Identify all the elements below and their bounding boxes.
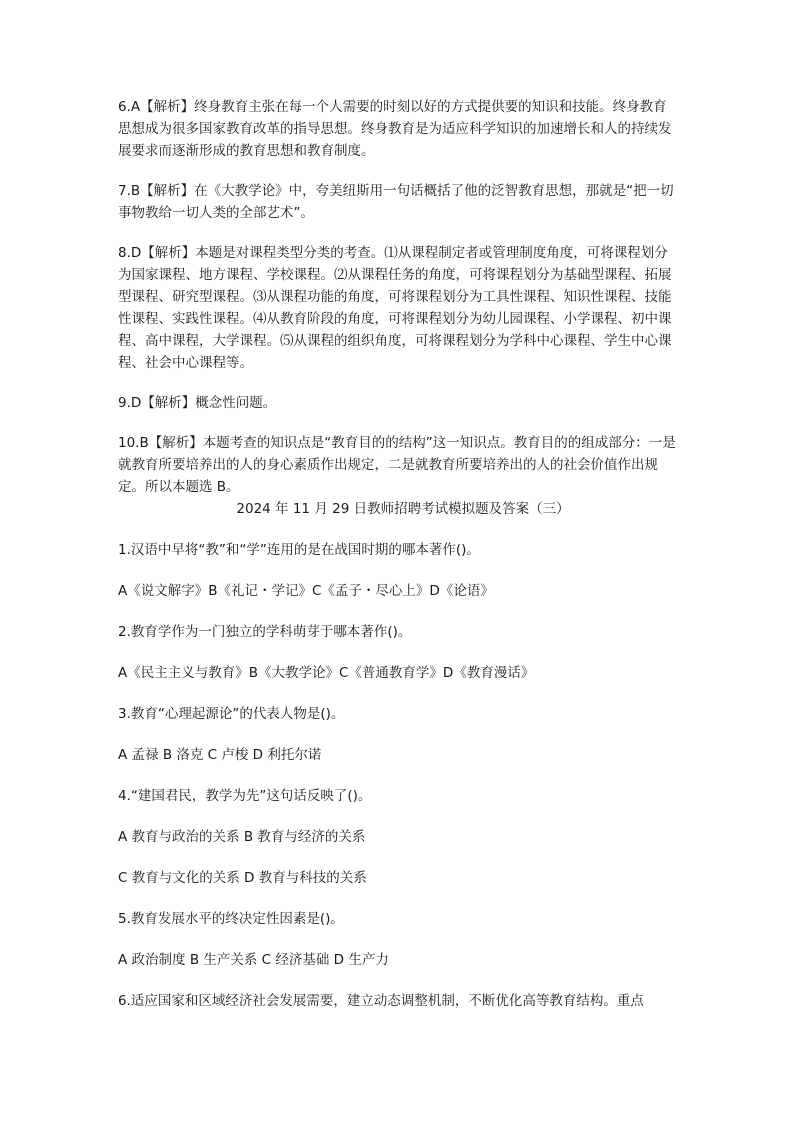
document-page (118, 96, 678, 1012)
question-6: 6.适应国家和区域经济社会发展需要，建立动态调整机制，不断优化高等教育结构。重点 (118, 993, 644, 1009)
question-4-options-cd: C 教育与文化的关系 D 教育与科技的关系 (118, 870, 367, 886)
answer-10: 10.B【解析】本题考查的知识点是“教育目的的结构”这一知识点。教育目的的组成部分：一是就教育所要培养出的人的身心素质作出规定，二是就教育所要培养出的人的社会价值作出规定。所以本题选 B。 (118, 435, 676, 495)
question-4-options-ab: A 教育与政治的关系 B 教育与经济的关系 (118, 829, 366, 845)
question-4: 4.“建国君民，教学为先”这句话反映了()。 (118, 788, 372, 804)
question-1: 1.汉语中早将“教”和“学”连用的是在战国时期的哪本著作()。 (118, 542, 480, 558)
section-title: 2024 年 11 月 29 日教师招聘考试模拟题及答案（三） (236, 501, 570, 517)
question-3-options: A 孟禄 B 洛克 C 卢梭 D 利托尔诺 (118, 747, 322, 763)
question-3: 3.教育“心理起源论”的代表人物是()。 (118, 706, 345, 722)
answer-7: 7.B【解析】在《大教学论》中，夸美纽斯用一句话概括了他的泛智教育思想，那就是“把一切事物教给一切人类的全部艺术”。 (118, 183, 674, 221)
question-2-options: A《民主主义与教育》B《大教学论》C《普通教育学》D《教育漫话》 (118, 665, 535, 681)
answer-6: 6.A【解析】终身教育主张在每一个人需要的时刻以好的方式提供要的知识和技能。终身教育思想成为很多国家教育改革的指导思想。终身教育是为适应科学知识的加速增长和人的持续发展要求而逐渐形成的教育思想和教育制度。 (118, 99, 672, 159)
question-5-options: A 政治制度 B 生产关系 C 经济基础 D 生产力 (118, 952, 389, 968)
question-2: 2.教育学作为一门独立的学科萌芽于哪本著作()。 (118, 624, 412, 640)
question-5: 5.教育发展水平的终决定性因素是()。 (118, 911, 344, 927)
question-1-options: A《说文解字》B《礼记・学记》C《孟子・尽心上》D《论语》 (118, 583, 494, 599)
answer-9: 9.D【解析】概念性问题。 (118, 395, 277, 411)
answer-8: 8.D【解析】本题是对课程类型分类的考查。⑴从课程制定者或管理制度角度，可将课程划分为国家课程、地方课程、学校课程。⑵从课程任务的角度，可将课程划分为基础型课程、拓展型课程、研究型课程。⑶从课程功能的角度，可将课程划分为工具性课程、知识性课程、技能性课程、实践性课程。⑷从教育阶段的角度，可将课程划分为幼儿园课程、小学课程、初中课程、高中课程，大学课程。⑸从课程的组织角度，可将课程划分为学科中心课程、学生中心课程、社会中心课程等。 (118, 245, 672, 371)
